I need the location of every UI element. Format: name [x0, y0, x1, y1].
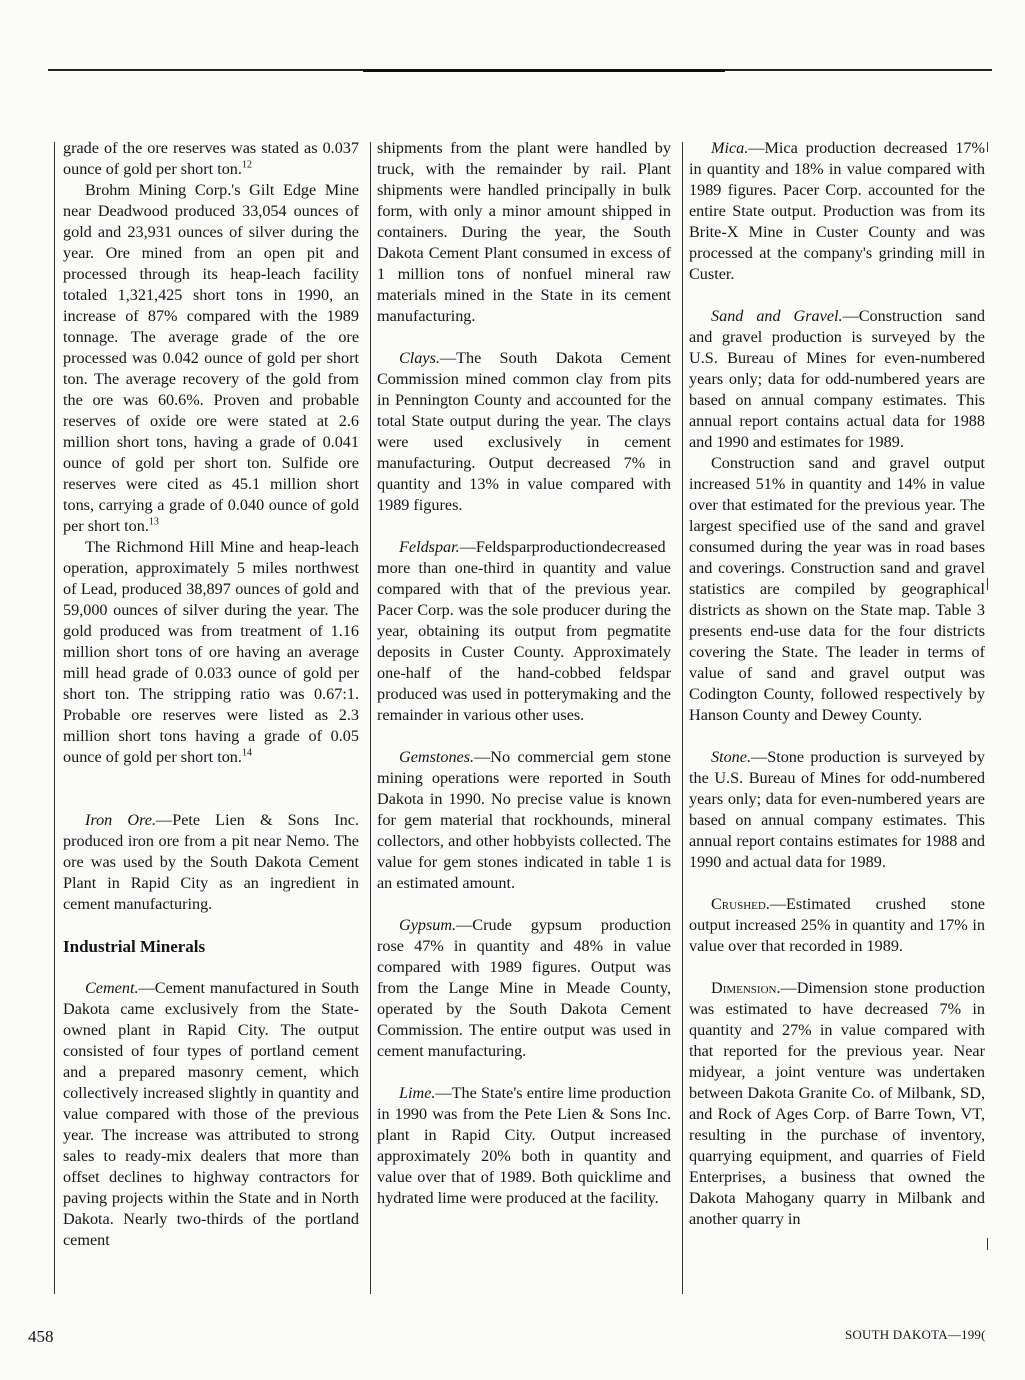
footnote-ref: 13 — [148, 516, 159, 528]
paragraph-text: The Richmond Hill Mine and heap-leach operation, approximately 5 miles northwest of Lead, produced 38,897 ounces of gold and 59,000 ounces of silver during the year. The gold produced was from treatment of 1.16 million short tons of ore having an average mill head grade of 0.033 ounce of gold per short ton. The stripping ratio was 0.67:1. Probable ore reserves were listed as 2.3 million short tons having a grade of 0.05 ounce of gold per short ton. — [63, 538, 359, 766]
column-3 — [689, 138, 985, 1230]
section-text: —The South Dakota Cement Commission mined common clay from pits in Pennington County and accounted for the total State output during the year. The clays were used exclusively in cement manufacturing. Output decreased 7% in quantity and 13% in value compared with 1989 figures. — [377, 349, 671, 514]
margin-mark — [987, 1238, 988, 1250]
section-title: Iron Ore. — [85, 811, 157, 829]
section-text: —Construction sand and gravel production is surveyed by the U.S. Bureau of Mines for even-numbered years only; data for odd-numbered years are based on annual company estimates. This annual report contains actual data for 1988 and 1990 and estimates for 1989. — [689, 307, 986, 451]
section-title: Crushed. — [711, 895, 770, 913]
column-2 — [377, 138, 671, 1209]
section-text: —Crude gypsum production rose 47% in quantity and 48% in value compared with 1989 figures. Output was from the Lange Mine in Meade County, operated by the South Dakota Cement Commission. The entire output was used in cement manufacturing. — [377, 916, 671, 1060]
section-text: —Stone production is surveyed by the U.S. Bureau of Mines for odd-numbered years only; data for even-numbered years are based on annual company estimates. This annual report contains estimates for 1988 and 1990 and actual data for 1989. — [689, 748, 985, 871]
paragraph — [63, 537, 359, 768]
paragraph-text: grade of the ore reserves was stated as 0.037 ounce of gold per short ton. — [63, 139, 359, 178]
section-mica — [689, 138, 985, 285]
section-title: Clays. — [399, 349, 440, 367]
section-title: Feldspar. — [399, 538, 460, 556]
section-cement — [63, 978, 359, 1251]
column-1 — [63, 138, 359, 1251]
section-text: —The State's entire lime production in 1990 was from the Pete Lien & Sons Inc. plant in Rapid City. Output increased approximately 20% both in quantity and value over that of 1989. Both quicklime and hydrated lime were produced at the facility. — [377, 1084, 671, 1207]
section-clays — [377, 348, 671, 516]
section-text: —No commercial gem stone mining operations were reported in South Dakota in 1990. No precise value is known for gem material that rockhounds, mineral collectors, and other hobbyists collected. The value for gem stones indicated in table 1 is an estimated amount. — [377, 748, 671, 892]
section-lime — [377, 1083, 671, 1209]
section-title: Sand and Gravel. — [711, 307, 843, 325]
paragraph — [63, 180, 359, 537]
section-stone — [689, 747, 985, 873]
column-rule-left — [54, 142, 55, 1294]
section-gypsum — [377, 915, 671, 1062]
section-title: Mica. — [711, 139, 749, 157]
section-dimension — [689, 978, 985, 1230]
section-gemstones — [377, 747, 671, 894]
section-feldspar — [377, 537, 671, 726]
column-rule-right — [682, 142, 683, 1294]
section-crushed — [689, 894, 985, 957]
running-head: SOUTH DAKOTA—199( — [845, 1327, 986, 1342]
paragraph-text: Brohm Mining Corp.'s Gilt Edge Mine near Deadwood produced 33,054 ounces of gold and 23,931 ounces of silver during the year. Ore mined from an open pit and processed through its heap-leach facility totaled 1,321,425 short tons in 1990, an increase of 87% compared with the 1989 tonnage. The average grade of the ore processed was 0.042 ounce of gold per short ton. The average recovery of the gold from the ore was 60.6%. Proven and probable reserves of oxide ore were stated at 2.6 million short tons, having a grade of 0.041 ounce of gold per short ton. Sulfide ore reserves were cited as 45.1 million short tons, carrying a grade of 0.040 ounce of gold per short ton. — [63, 181, 359, 535]
section-text: —Dimension stone production was estimated to have decreased 7% in quantity and 27% in value compared with that reported for the previous year. Near midyear, a joint venture was undertaken between Dakota Granite Co. of Milbank, SD, and Rock of Ages Corp. of Barre Town, VT, resulting in the purchase of inventory, quarrying equipment, and quarries of Field Enterprises, a business that owned the Dakota Mahogany quarry in Milbank and another quarry in — [689, 979, 985, 1228]
top-rule — [48, 69, 992, 71]
paragraph: Construction sand and gravel output increased 51% in quantity and 14% in value over that estimated for the previous year. The largest specified use of the sand and gravel consumed during the year was in road bases and coverings. Construction sand and gravel statistics are compiled by geographical districts as shown on the State map. Table 3 presents end-use data for the four districts covering the State. The leader in terms of value of sand and gravel output was Codington County, followed respectively by Hanson County and Dewey County. — [689, 454, 985, 724]
margin-mark — [987, 578, 988, 590]
footnote-ref: 14 — [241, 747, 252, 759]
section-text: —Estimated crushed stone output increased 25% in quantity and 17% in value over that recorded in 1989. — [689, 895, 985, 955]
section-heading: Industrial Minerals — [63, 937, 206, 956]
section-sand-and-gravel — [689, 306, 985, 453]
section-title: Gemstones. — [399, 748, 475, 766]
section-iron-ore — [63, 810, 359, 915]
section-text: —Pete Lien & Sons Inc. produced iron ore from a pit near Nemo. The ore was used by the South Dakota Cement Plant in Rapid City as an ingredient in cement manufacturing. — [63, 811, 359, 913]
footnote-ref: 12 — [241, 159, 252, 171]
section-text: —Mica production decreased 17% in quantity and 18% in value compared with 1989 figures. Pacer Corp. accounted for the entire State output. Production was from its Brite-X Mine in Custer County and was processed at the company's grinding mill in Custer. — [689, 139, 985, 283]
section-title: Dimension. — [711, 979, 781, 997]
page-number: 458 — [28, 1327, 54, 1346]
margin-mark — [987, 142, 988, 152]
paragraph: shipments from the plant were handled by truck, with the remainder by rail. Plant shipments were handled principally in bulk form, with only a minor amount shipped in containers. During the year, the South Dakota Cement Plant consumed in excess of 1 million tons of nonfuel mineral raw materials mined in the State in its cement manufacturing. — [377, 139, 671, 325]
section-text: —Cement manufactured in South Dakota came exclusively from the State-owned plant in Rapid City. The output consisted of four types of portland cement and a prepared masonry cement, which collectively increased slightly in quantity and value compared with those of the previous year. The increase was attributed to strong sales to ready-mix dealers that more than offset declines to highway contractors for paving projects within the State and in North Dakota. Nearly two-thirds of the portland cement — [63, 979, 359, 1249]
paragraph — [63, 138, 359, 180]
section-title: Stone. — [711, 748, 752, 766]
section-title: Cement. — [85, 979, 139, 997]
section-text: —Feldsparproductiondecreased more than one-third in quantity and value compared with that of the previous year. Pacer Corp. was the sole producer during the year, obtaining its output from pegmatite deposits in Custer County. Approximately one-half of the hand-cobbed feldspar produced was used in potterymaking and the remainder in various other uses. — [377, 538, 671, 724]
section-title: Lime. — [399, 1084, 436, 1102]
column-rule-middle — [370, 142, 371, 1294]
section-title: Gypsum. — [399, 916, 457, 934]
